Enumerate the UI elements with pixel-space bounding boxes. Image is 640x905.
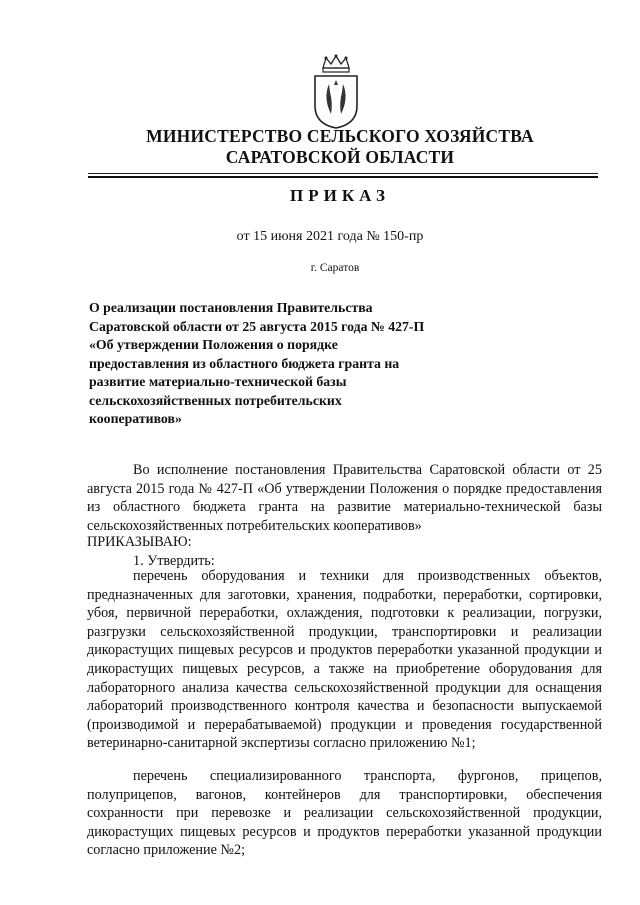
header-divider-thin bbox=[88, 173, 598, 174]
item-1: 1. Утвердить: bbox=[133, 552, 215, 569]
order-subject bbox=[89, 299, 509, 429]
list-item-equipment: перечень оборудования и техники для производственных объектов, предназначенных для заготовки, хранения, подработки, переработки, сортировки, убоя, первичной переработки, охлаждения, подготовки к реализации, погрузки, разгрузки сельскохозяйственной продукции, транспортировки и реализации дикорастущих пищевых ресурсов и продуктов переработки указанной продукции и дикорастущих пищевых ресурсов, а также на приобретение оборудования для лабораторного анализа качества сельскохозяйственной продукции для оснащения лабораторий производственного контроля качества и безопасности выпускаемой (производимой и перерабатываемой) продукции и проведения государственной ветеринарно-санитарной экспертизы согласно приложению №1; bbox=[87, 568, 602, 752]
subject-line: сельскохозяйственных потребительских bbox=[89, 392, 342, 408]
order-directive bbox=[87, 533, 602, 570]
order-city: г. Саратов bbox=[310, 262, 360, 274]
subject-line: Саратовской области от 25 августа 2015 года № 427-П bbox=[89, 318, 425, 334]
coat-of-arms-emblem bbox=[311, 54, 361, 130]
preamble-paragraph: Во исполнение постановления Правительства Саратовской области от 25 августа 2015 года № 427-П «Об утверждении Положения о порядке предоставления из областного бюджета гранта на развитие материально-технической базы сельскохозяйственных потребительских кооперативов» bbox=[87, 462, 602, 534]
ministry-name bbox=[120, 126, 560, 168]
header-divider-thick bbox=[88, 176, 598, 178]
order-date: от 15 июня 2021 года № 150-пр bbox=[236, 229, 424, 244]
ministry-name-line-2: САРАТОВСКОЙ ОБЛАСТИ bbox=[225, 147, 455, 167]
subject-line: «Об утверждении Положения о порядке bbox=[89, 337, 338, 352]
subject-line: О реализации постановления Правительства bbox=[89, 300, 373, 315]
subject-line: кооперативов» bbox=[89, 411, 182, 426]
subject-line: предоставления из областного бюджета гранта на bbox=[89, 355, 400, 371]
list-item-transport: перечень специализированного транспорта, фургонов, прицепов, полуприцепов, вагонов, контейнеров для транспортировки, обеспечения сохранности при перевозке и реализации сельскохозяйственной продукции, дикорастущих пищевых ресурсов и продуктов переработки указанной продукции согласно приложение №2; bbox=[87, 768, 602, 859]
subject-line: развитие материально-технической базы bbox=[89, 374, 347, 389]
order-title: ПРИКАЗ bbox=[290, 186, 390, 205]
ministry-name-line-1: МИНИСТЕРСТВО СЕЛЬСКОГО ХОЗЯЙСТВА bbox=[146, 126, 534, 146]
order-word: ПРИКАЗЫВАЮ: bbox=[87, 534, 192, 550]
